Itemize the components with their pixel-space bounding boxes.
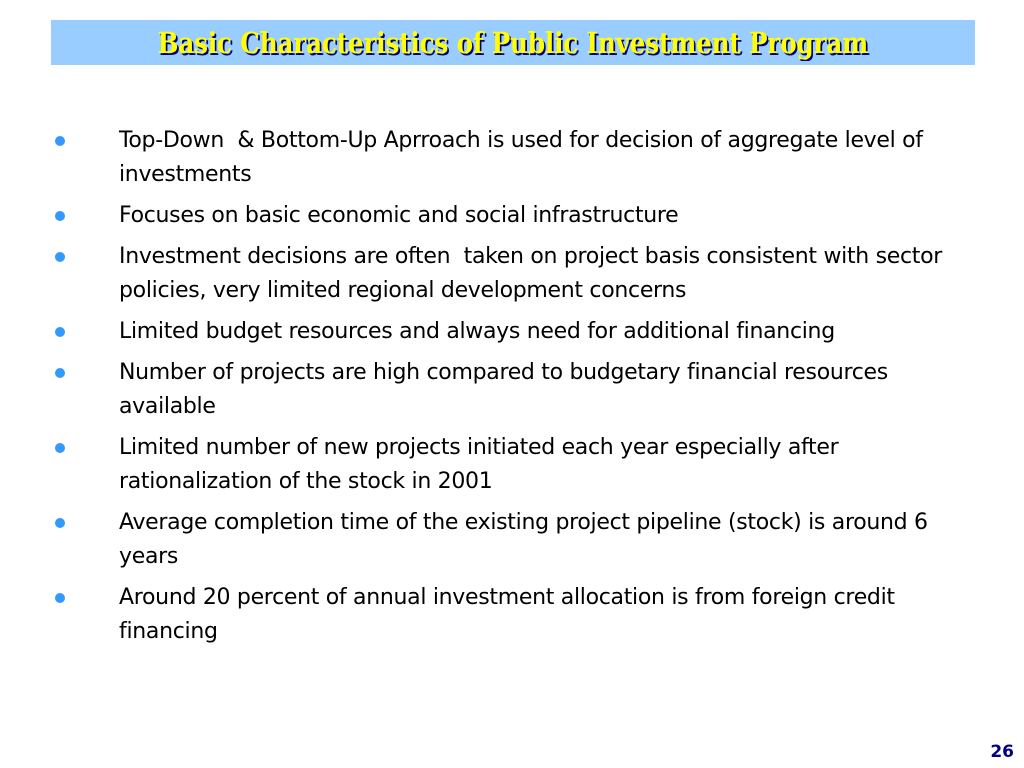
- bullet-icon: [55, 368, 65, 378]
- title-bar: [51, 20, 975, 65]
- list-item: [0, 506, 1024, 574]
- bullet-icon: [55, 443, 65, 453]
- slide-title: Basic Characteristics of Public Investment Program: [157, 25, 869, 60]
- bullet-text: Limited number of new projects initiated each year especially after rationalization of the stock in 2001: [119, 435, 846, 494]
- bullet-list: [0, 124, 1024, 656]
- list-item: [0, 199, 1024, 233]
- list-item: [0, 240, 1024, 308]
- bullet-text: Number of projects are high compared to budgetary financial resources available: [119, 360, 895, 419]
- page-number: 26: [990, 742, 1014, 762]
- list-item: [0, 356, 1024, 424]
- bullet-text: Investment decisions are often taken on project basis consistent with sector policies, very limited regional development concerns: [119, 244, 949, 303]
- bullet-text: Top-Down & Bottom-Up Aprroach is used for decision of aggregate level of investments: [119, 128, 930, 187]
- bullet-text: Limited budget resources and always need for additional financing: [119, 319, 835, 344]
- bullet-icon: [55, 518, 65, 528]
- list-item: [0, 581, 1024, 649]
- bullet-icon: [55, 252, 65, 262]
- bullet-icon: [55, 211, 65, 221]
- bullet-icon: [55, 327, 65, 337]
- bullet-text: Focuses on basic economic and social infrastructure: [119, 203, 679, 228]
- bullet-text: Around 20 percent of annual investment allocation is from foreign credit financing: [119, 585, 902, 644]
- bullet-icon: [55, 593, 65, 603]
- bullet-icon: [55, 136, 65, 146]
- list-item: [0, 431, 1024, 499]
- list-item: [0, 315, 1024, 349]
- bullet-text: Average completion time of the existing project pipeline (stock) is around 6 years: [119, 510, 935, 569]
- list-item: [0, 124, 1024, 192]
